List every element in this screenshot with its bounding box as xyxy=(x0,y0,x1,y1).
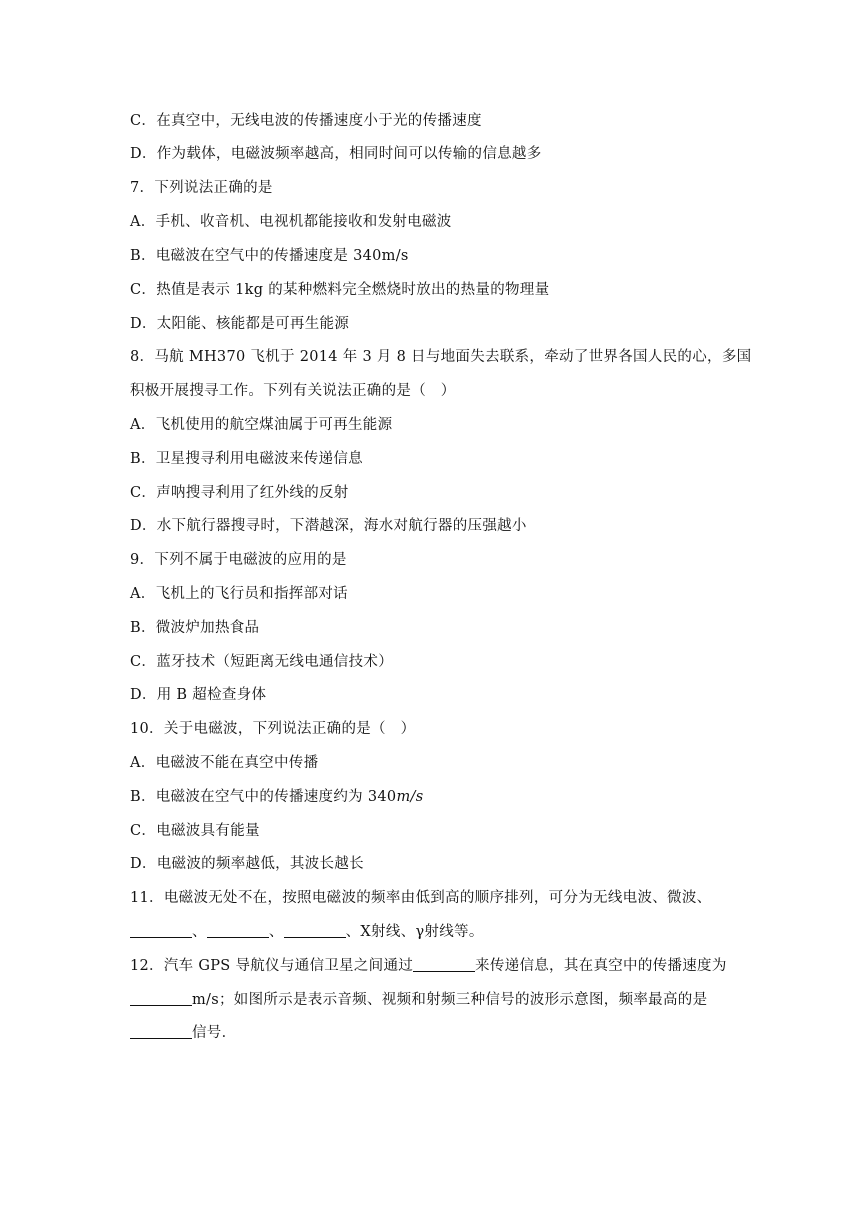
q6-option-d: D．作为载体，电磁波频率越高，相同时间可以传输的信息越多 xyxy=(130,146,542,162)
q9-stem: 9．下列不属于电磁波的应用的是 xyxy=(130,552,347,568)
q9-option-c: C．蓝牙技术（短距离无线电通信技术） xyxy=(130,654,393,670)
answer-blank[interactable] xyxy=(413,957,475,972)
q10-option-b-unit: m/s xyxy=(396,789,424,805)
q10-option-c: C．电磁波具有能量 xyxy=(130,823,260,839)
q6-option-c: C．在真空中，无线电波的传播速度小于光的传播速度 xyxy=(130,113,482,129)
answer-blank[interactable] xyxy=(130,991,192,1006)
q10-option-b xyxy=(130,785,750,809)
q10-stem: 10．关于电磁波，下列说法正确的是（ ） xyxy=(130,721,416,737)
q10-option-a: A．电磁波不能在真空中传播 xyxy=(130,755,319,771)
q12-line1-suffix: 来传递信息，其在真空中的传播速度为 xyxy=(475,958,727,974)
q8-option-a: A．飞机使用的航空煤油属于可再生能源 xyxy=(130,417,393,433)
q11-stem-line1: 11．电磁波无处不在，按照电磁波的频率由低到高的顺序排列，可分为无线电波、微波、 xyxy=(130,890,712,906)
q12-stem-line3 xyxy=(130,1021,750,1045)
q9-option-b: B．微波炉加热食品 xyxy=(130,620,260,636)
q7-option-c: C．热值是表示 1kg 的某种燃料完全燃烧时放出的热量的物理量 xyxy=(130,282,550,298)
q7-stem: 7．下列说法正确的是 xyxy=(130,180,273,196)
q8-option-c: C．声呐搜寻利用了红外线的反射 xyxy=(130,485,349,501)
q7-option-b: B．电磁波在空气中的传播速度是 340m/s xyxy=(130,248,409,264)
q11-stem-line2 xyxy=(130,920,750,944)
q7-option-a: A．手机、收音机、电视机都能接收和发射电磁波 xyxy=(130,214,452,230)
q12-line3-suffix: 信号． xyxy=(192,1025,237,1041)
answer-blank[interactable] xyxy=(130,923,192,938)
q12-stem-line2 xyxy=(130,988,750,1012)
answer-blank[interactable] xyxy=(284,923,346,938)
answer-blank[interactable] xyxy=(207,923,269,938)
separator: 、 xyxy=(192,924,207,940)
q9-option-a: A．飞机上的飞行员和指挥部对话 xyxy=(130,586,348,602)
q10-option-b-text: B．电磁波在空气中的传播速度约为 340 xyxy=(130,789,397,805)
q8-option-b: B．卫星搜寻利用电磁波来传递信息 xyxy=(130,451,363,467)
answer-blank[interactable] xyxy=(130,1024,192,1039)
q8-stem-line2: 积极开展搜寻工作。下列有关说法正确的是（ ） xyxy=(130,383,456,399)
q12-line1-prefix: 12．汽车 GPS 导航仪与通信卫星之间通过 xyxy=(130,958,414,974)
q8-stem-line1: 8．马航 MH370 飞机于 2014 年 3 月 8 日与地面失去联系，牵动了世界各国人民的心，多国 xyxy=(130,349,752,365)
q10-option-d: D．电磁波的频率越低，其波长越长 xyxy=(130,856,364,872)
q11-tail-text: 、X射线、γ射线等。 xyxy=(345,924,484,940)
separator: 、 xyxy=(268,924,284,940)
q12-stem-line1 xyxy=(130,954,750,978)
q9-option-d: D．用 B 超检查身体 xyxy=(130,687,267,703)
q7-option-d: D．太阳能、核能都是可再生能源 xyxy=(130,316,350,332)
q8-option-d: D．水下航行器搜寻时，下潜越深，海水对航行器的压强越小 xyxy=(130,518,527,534)
q12-line2-suffix: m/s；如图所示是表示音频、视频和射频三种信号的波形示意图，频率最高的是 xyxy=(192,992,708,1008)
